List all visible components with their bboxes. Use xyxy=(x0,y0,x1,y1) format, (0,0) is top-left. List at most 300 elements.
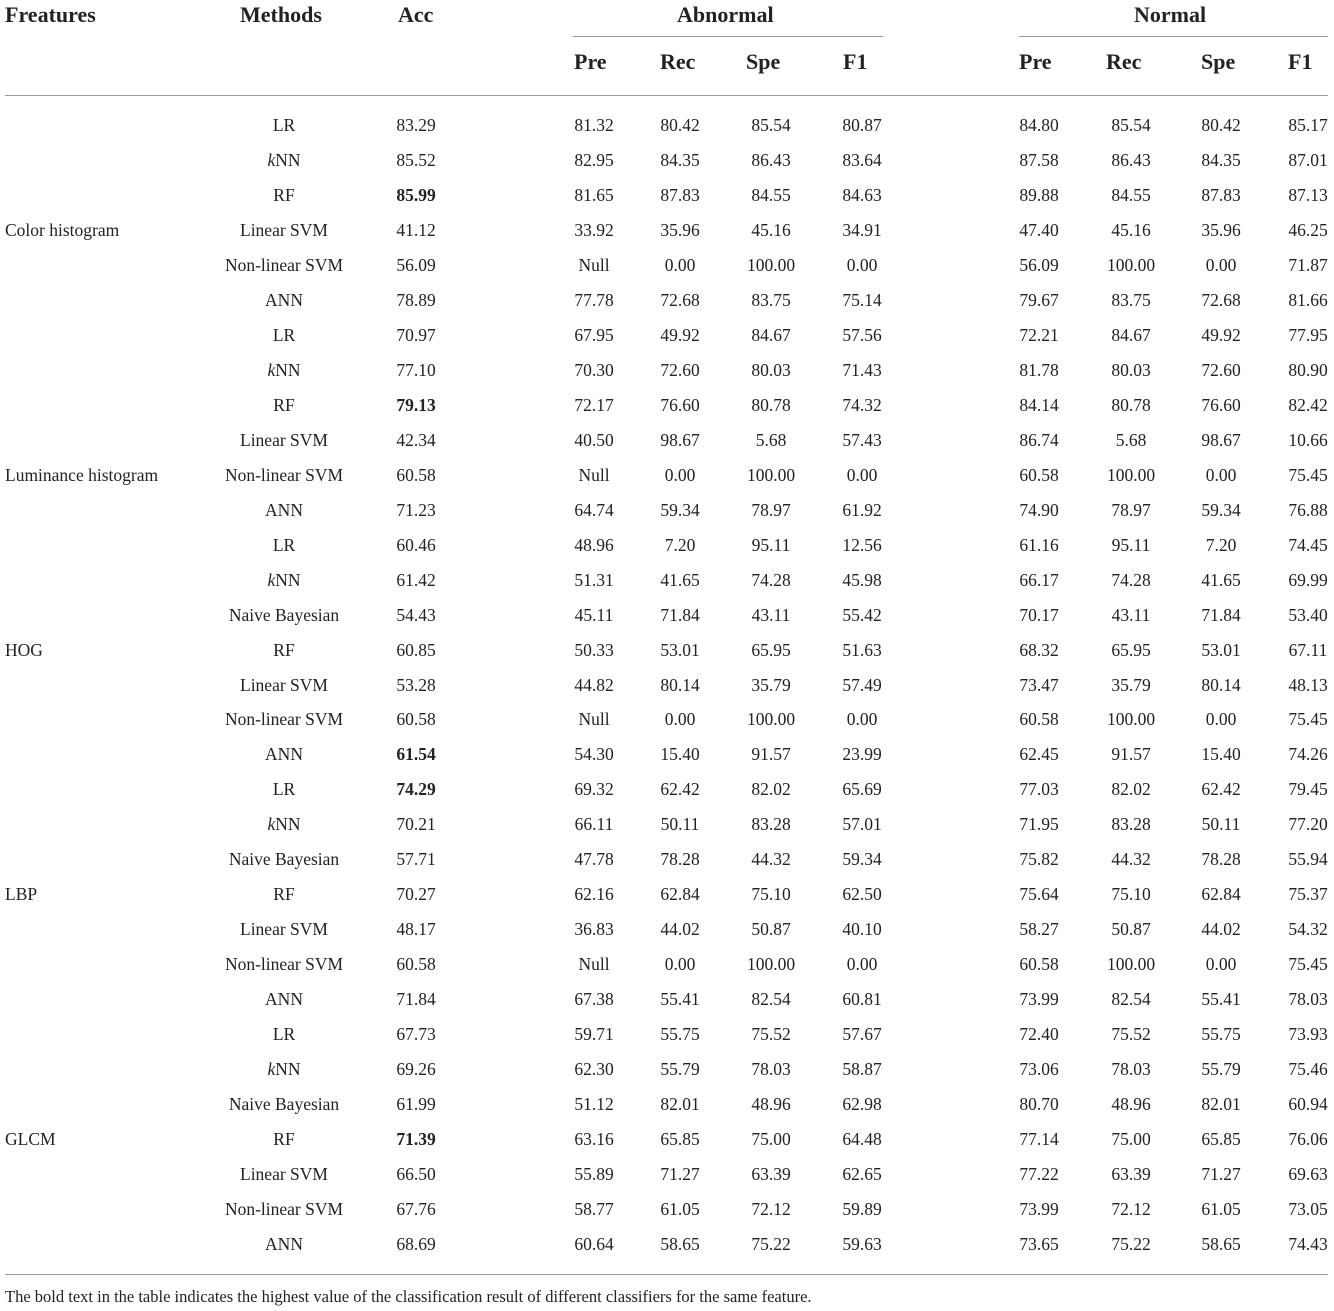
header-features: Freatures xyxy=(5,2,96,27)
acc-cell: 77.10 xyxy=(396,359,436,380)
abnormal-metric-cell: 72.60 xyxy=(660,359,700,380)
normal-metric-cell: 43.11 xyxy=(1111,604,1151,625)
abnormal-metric-cell: 15.40 xyxy=(660,744,700,765)
feature-group-label: Color histogram xyxy=(5,219,120,240)
acc-cell: 85.52 xyxy=(396,149,436,170)
abnormal-metric-cell: 75.00 xyxy=(751,1129,791,1150)
normal-metric-cell: 84.67 xyxy=(1111,324,1151,345)
acc-cell: 68.69 xyxy=(396,1234,436,1255)
abnormal-metric-cell: 51.31 xyxy=(574,569,614,590)
abnormal-metric-cell: 0.00 xyxy=(664,254,696,275)
abnormal-metric-cell: 0.00 xyxy=(664,954,696,975)
normal-metric-cell: 75.10 xyxy=(1111,884,1151,905)
normal-metric-cell: 62.84 xyxy=(1201,884,1241,905)
method-cell: Non-linear SVM xyxy=(224,254,344,275)
abnormal-metric-cell: 45.16 xyxy=(751,219,791,240)
normal-metric-cell: 77.22 xyxy=(1019,1164,1059,1185)
acc-cell: 83.29 xyxy=(396,115,436,135)
abnormal-metric-cell: 62.16 xyxy=(574,884,614,905)
method-cell: Linear SVM xyxy=(240,429,328,450)
abnormal-group-rule xyxy=(573,36,883,37)
header-rule xyxy=(5,95,1328,96)
normal-metric-cell: 55.41 xyxy=(1201,989,1241,1010)
header-ab-rec: Rec xyxy=(660,49,696,74)
normal-metric-cell: 58.65 xyxy=(1201,1234,1241,1255)
abnormal-metric-cell: 35.96 xyxy=(660,219,700,240)
header-abnormal: Abnormal xyxy=(677,2,774,27)
abnormal-metric-cell: 59.34 xyxy=(660,499,700,520)
method-cell: Linear SVM xyxy=(240,1164,328,1185)
abnormal-metric-cell: 100.00 xyxy=(746,709,796,730)
acc-cell: 60.85 xyxy=(396,639,436,660)
table-footnote: The bold text in the table indicates the highest value of the classification result of different classifiers for the same feature. xyxy=(5,1287,812,1306)
method-cell: ANN xyxy=(265,499,303,520)
abnormal-metric-cell: 0.00 xyxy=(846,709,878,730)
abnormal-metric-cell: 62.65 xyxy=(842,1164,882,1185)
acc-cell: 41.12 xyxy=(396,219,436,240)
header-methods: Methods xyxy=(240,2,322,27)
abnormal-metric-cell: 65.95 xyxy=(751,639,791,660)
method-cell: Naive Bayesian xyxy=(228,1094,340,1115)
abnormal-metric-cell: 43.11 xyxy=(751,604,791,625)
normal-metric-cell: 60.94 xyxy=(1288,1094,1328,1115)
method-cell: ANN xyxy=(265,744,303,765)
normal-metric-cell: 75.82 xyxy=(1019,849,1059,870)
normal-metric-cell: 74.26 xyxy=(1288,744,1328,765)
acc-cell: 74.29 xyxy=(396,779,436,800)
normal-metric-cell: 82.01 xyxy=(1201,1094,1241,1115)
normal-metric-cell: 61.05 xyxy=(1201,1199,1241,1220)
abnormal-metric-cell: 76.60 xyxy=(660,394,700,415)
abnormal-metric-cell: 70.30 xyxy=(574,359,614,380)
normal-metric-cell: 86.74 xyxy=(1019,429,1059,450)
abnormal-metric-cell: 81.32 xyxy=(574,115,614,135)
method-cell: Linear SVM xyxy=(240,919,328,940)
acc-cell: 70.21 xyxy=(396,814,436,835)
method-cell: ANN xyxy=(265,1234,303,1255)
abnormal-metric-cell: 84.67 xyxy=(751,324,791,345)
abnormal-metric-cell: 35.79 xyxy=(751,674,791,695)
abnormal-metric-cell: 57.43 xyxy=(842,429,882,450)
normal-metric-cell: 78.97 xyxy=(1111,499,1151,520)
method-cell: kNN xyxy=(267,149,301,170)
abnormal-metric-cell: 84.63 xyxy=(842,184,882,205)
abnormal-metric-cell: 50.11 xyxy=(660,814,700,835)
abnormal-metric-cell: 72.17 xyxy=(574,394,614,415)
normal-metric-cell: 82.02 xyxy=(1111,779,1151,800)
method-cell: Non-linear SVM xyxy=(224,464,344,485)
method-cell: ANN xyxy=(265,289,303,310)
method-cell: RF xyxy=(273,639,295,660)
abnormal-metric-cell: 82.95 xyxy=(574,149,614,170)
abnormal-metric-cell: 48.96 xyxy=(751,1094,791,1115)
abnormal-metric-cell: 81.65 xyxy=(574,184,614,205)
normal-metric-cell: 84.14 xyxy=(1019,394,1059,415)
normal-metric-cell: 75.45 xyxy=(1288,709,1328,730)
normal-metric-cell: 71.84 xyxy=(1201,604,1241,625)
acc-cell: 78.89 xyxy=(396,289,436,310)
normal-metric-cell: 62.45 xyxy=(1019,744,1059,765)
abnormal-metric-cell: 83.75 xyxy=(751,289,791,310)
abnormal-metric-cell: 41.65 xyxy=(660,569,700,590)
normal-metric-cell: 76.60 xyxy=(1201,394,1241,415)
normal-metric-cell: 44.32 xyxy=(1111,849,1151,870)
acc-cell: 71.39 xyxy=(396,1129,436,1150)
normal-metric-cell: 87.01 xyxy=(1288,149,1328,170)
abnormal-metric-cell: 5.68 xyxy=(755,429,787,450)
normal-metric-cell: 71.87 xyxy=(1288,254,1328,275)
abnormal-metric-cell: 62.30 xyxy=(574,1059,614,1080)
abnormal-metric-cell: Null xyxy=(578,709,610,730)
abnormal-metric-cell: 0.00 xyxy=(846,254,878,275)
normal-metric-cell: 86.43 xyxy=(1111,149,1151,170)
acc-cell: 67.76 xyxy=(396,1199,436,1220)
abnormal-metric-cell: 58.87 xyxy=(842,1059,882,1080)
normal-metric-cell: 0.00 xyxy=(1205,954,1237,975)
normal-metric-cell: 100.00 xyxy=(1106,464,1156,485)
normal-metric-cell: 50.87 xyxy=(1111,919,1151,940)
acc-cell: 60.46 xyxy=(396,534,436,555)
header-no-spe: Spe xyxy=(1201,49,1236,74)
abnormal-metric-cell: 100.00 xyxy=(746,464,796,485)
abnormal-metric-cell: 100.00 xyxy=(746,254,796,275)
abnormal-metric-cell: 72.68 xyxy=(660,289,700,310)
normal-metric-cell: 55.94 xyxy=(1288,849,1328,870)
normal-metric-cell: 65.85 xyxy=(1201,1129,1241,1150)
acc-cell: 56.09 xyxy=(396,254,436,275)
abnormal-metric-cell: 45.11 xyxy=(574,604,614,625)
normal-metric-cell: 84.35 xyxy=(1201,149,1241,170)
normal-metric-cell: 73.47 xyxy=(1019,674,1059,695)
abnormal-metric-cell: 48.96 xyxy=(574,534,614,555)
normal-metric-cell: 87.58 xyxy=(1019,149,1059,170)
normal-metric-cell: 87.83 xyxy=(1201,184,1241,205)
abnormal-metric-cell: Null xyxy=(578,464,610,485)
normal-metric-cell: 95.11 xyxy=(1111,534,1151,555)
abnormal-metric-cell: 91.57 xyxy=(751,744,791,765)
normal-metric-cell: 5.68 xyxy=(1115,429,1147,450)
normal-metric-cell: 48.13 xyxy=(1288,674,1328,695)
abnormal-metric-cell: 83.28 xyxy=(751,814,791,835)
normal-metric-cell: 80.78 xyxy=(1111,394,1151,415)
normal-metric-cell: 66.17 xyxy=(1019,569,1059,590)
normal-metric-cell: 75.45 xyxy=(1288,954,1328,975)
abnormal-metric-cell: 82.02 xyxy=(751,779,791,800)
abnormal-metric-cell: 55.42 xyxy=(842,604,882,625)
normal-metric-cell: 85.54 xyxy=(1111,115,1151,135)
normal-metric-cell: 74.45 xyxy=(1288,534,1328,555)
abnormal-metric-cell: 67.38 xyxy=(574,989,614,1010)
abnormal-metric-cell: 57.56 xyxy=(842,324,882,345)
normal-metric-cell: 63.39 xyxy=(1111,1164,1151,1185)
acc-cell: 71.84 xyxy=(396,989,436,1010)
normal-metric-cell: 73.99 xyxy=(1019,989,1059,1010)
abnormal-metric-cell: 57.67 xyxy=(842,1024,882,1045)
acc-cell: 67.73 xyxy=(396,1024,436,1045)
header-no-rec: Rec xyxy=(1106,49,1142,74)
abnormal-metric-cell: 80.42 xyxy=(660,115,700,135)
normal-metric-cell: 83.75 xyxy=(1111,289,1151,310)
abnormal-metric-cell: 63.39 xyxy=(751,1164,791,1185)
acc-cell: 48.17 xyxy=(396,919,436,940)
normal-metric-cell: 73.05 xyxy=(1288,1199,1328,1220)
header-no-f1: F1 xyxy=(1288,49,1313,74)
abnormal-metric-cell: 62.50 xyxy=(842,884,882,905)
feature-group-label: Luminance histogram xyxy=(5,464,159,485)
header-acc: Acc xyxy=(398,2,434,27)
normal-metric-cell: 56.09 xyxy=(1019,254,1059,275)
acc-cell: 70.27 xyxy=(396,884,436,905)
normal-metric-cell: 54.32 xyxy=(1288,919,1328,940)
abnormal-metric-cell: 36.83 xyxy=(574,919,614,940)
normal-metric-cell: 80.90 xyxy=(1288,359,1328,380)
method-cell: RF xyxy=(273,884,295,905)
header-ab-spe: Spe xyxy=(746,49,781,74)
normal-metric-cell: 0.00 xyxy=(1205,254,1237,275)
normal-metric-cell: 87.13 xyxy=(1288,184,1328,205)
normal-metric-cell: 75.00 xyxy=(1111,1129,1151,1150)
normal-metric-cell: 91.57 xyxy=(1111,744,1151,765)
normal-metric-cell: 71.27 xyxy=(1201,1164,1241,1185)
normal-metric-cell: 84.55 xyxy=(1111,184,1151,205)
abnormal-metric-cell: 51.63 xyxy=(842,639,882,660)
normal-metric-cell: 55.75 xyxy=(1201,1024,1241,1045)
normal-metric-cell: 73.93 xyxy=(1288,1024,1328,1045)
method-cell: Non-linear SVM xyxy=(224,1199,344,1220)
method-cell: RF xyxy=(273,1129,295,1150)
abnormal-metric-cell: 72.12 xyxy=(751,1199,791,1220)
normal-metric-cell: 67.11 xyxy=(1288,639,1328,660)
abnormal-metric-cell: 60.81 xyxy=(842,989,882,1010)
abnormal-metric-cell: 57.01 xyxy=(842,814,882,835)
abnormal-metric-cell: 0.00 xyxy=(846,464,878,485)
normal-metric-cell: 59.34 xyxy=(1201,499,1241,520)
abnormal-metric-cell: 55.89 xyxy=(574,1164,614,1185)
normal-metric-cell: 77.95 xyxy=(1288,324,1328,345)
normal-metric-cell: 15.40 xyxy=(1201,744,1241,765)
normal-metric-cell: 0.00 xyxy=(1205,464,1237,485)
abnormal-metric-cell: 78.28 xyxy=(660,849,700,870)
normal-metric-cell: 45.16 xyxy=(1111,219,1151,240)
abnormal-metric-cell: 23.99 xyxy=(842,744,882,765)
normal-metric-cell: 78.03 xyxy=(1111,1059,1151,1080)
method-cell: Linear SVM xyxy=(240,219,328,240)
normal-metric-cell: 77.20 xyxy=(1288,814,1328,835)
abnormal-metric-cell: 85.54 xyxy=(751,115,791,135)
abnormal-metric-cell: 84.35 xyxy=(660,149,700,170)
normal-metric-cell: 72.60 xyxy=(1201,359,1241,380)
abnormal-metric-cell: 40.50 xyxy=(574,429,614,450)
abnormal-metric-cell: 47.78 xyxy=(574,849,614,870)
abnormal-metric-cell: 59.63 xyxy=(842,1234,882,1255)
normal-metric-cell: 69.63 xyxy=(1288,1164,1328,1185)
normal-metric-cell: 50.11 xyxy=(1201,814,1241,835)
abnormal-metric-cell: 82.54 xyxy=(751,989,791,1010)
normal-metric-cell: 73.99 xyxy=(1019,1199,1059,1220)
abnormal-metric-cell: 59.34 xyxy=(842,849,882,870)
normal-metric-cell: 80.14 xyxy=(1201,674,1241,695)
acc-cell: 85.99 xyxy=(396,184,436,205)
abnormal-metric-cell: 71.84 xyxy=(660,604,700,625)
normal-metric-cell: 77.03 xyxy=(1019,779,1059,800)
abnormal-metric-cell: 65.69 xyxy=(842,779,882,800)
method-cell: kNN xyxy=(267,814,301,835)
normal-metric-cell: 47.40 xyxy=(1019,219,1059,240)
method-cell: LR xyxy=(272,779,296,800)
abnormal-metric-cell: 71.43 xyxy=(842,359,882,380)
table-bottom-rule xyxy=(5,1274,1328,1275)
acc-cell: 61.42 xyxy=(396,569,436,590)
normal-metric-cell: 79.45 xyxy=(1288,779,1328,800)
acc-cell: 42.34 xyxy=(396,429,436,450)
normal-group-rule xyxy=(1019,36,1328,37)
abnormal-metric-cell: 0.00 xyxy=(664,464,696,485)
abnormal-metric-cell: 53.01 xyxy=(660,639,700,660)
normal-metric-cell: 72.21 xyxy=(1019,324,1059,345)
acc-cell: 71.23 xyxy=(396,499,436,520)
normal-metric-cell: 62.42 xyxy=(1201,779,1241,800)
abnormal-metric-cell: 51.12 xyxy=(574,1094,614,1115)
normal-metric-cell: 73.65 xyxy=(1019,1234,1059,1255)
acc-cell: 61.99 xyxy=(396,1094,436,1115)
abnormal-metric-cell: 61.05 xyxy=(660,1199,700,1220)
normal-metric-cell: 41.65 xyxy=(1201,569,1241,590)
normal-metric-cell: 98.67 xyxy=(1201,429,1241,450)
normal-metric-cell: 76.88 xyxy=(1288,499,1328,520)
abnormal-metric-cell: Null xyxy=(578,954,610,975)
abnormal-metric-cell: 80.78 xyxy=(751,394,791,415)
normal-metric-cell: 74.43 xyxy=(1288,1234,1328,1255)
method-cell: Non-linear SVM xyxy=(224,709,344,730)
acc-cell: 69.26 xyxy=(396,1059,436,1080)
method-cell: Naive Bayesian xyxy=(228,849,340,870)
abnormal-metric-cell: 66.11 xyxy=(574,814,614,835)
abnormal-metric-cell: 54.30 xyxy=(574,744,614,765)
normal-metric-cell: 80.42 xyxy=(1201,115,1241,135)
abnormal-metric-cell: 83.64 xyxy=(842,149,882,170)
abnormal-metric-cell: 86.43 xyxy=(751,149,791,170)
normal-metric-cell: 53.01 xyxy=(1201,639,1241,660)
acc-cell: 70.97 xyxy=(396,324,436,345)
normal-metric-cell: 75.45 xyxy=(1288,464,1328,485)
normal-metric-cell: 81.66 xyxy=(1288,289,1328,310)
normal-metric-cell: 100.00 xyxy=(1106,254,1156,275)
normal-metric-cell: 78.28 xyxy=(1201,849,1241,870)
normal-metric-cell: 73.06 xyxy=(1019,1059,1059,1080)
abnormal-metric-cell: 33.92 xyxy=(574,219,614,240)
abnormal-metric-cell: 78.97 xyxy=(751,499,791,520)
normal-metric-cell: 70.17 xyxy=(1019,604,1059,625)
abnormal-metric-cell: 58.65 xyxy=(660,1234,700,1255)
normal-metric-cell: 71.95 xyxy=(1019,814,1059,835)
abnormal-metric-cell: 57.49 xyxy=(842,674,882,695)
feature-group-label: GLCM xyxy=(5,1129,56,1150)
abnormal-metric-cell: 95.11 xyxy=(751,534,791,555)
abnormal-metric-cell: 100.00 xyxy=(746,954,796,975)
abnormal-metric-cell: 82.01 xyxy=(660,1094,700,1115)
normal-metric-cell: 72.68 xyxy=(1201,289,1241,310)
abnormal-metric-cell: 50.33 xyxy=(574,639,614,660)
acc-cell: 60.58 xyxy=(396,709,436,730)
method-cell: LR xyxy=(272,115,296,135)
method-cell: kNN xyxy=(267,569,301,590)
abnormal-metric-cell: 55.75 xyxy=(660,1024,700,1045)
normal-metric-cell: 77.14 xyxy=(1019,1129,1059,1150)
normal-metric-cell: 75.52 xyxy=(1111,1024,1151,1045)
acc-cell: 66.50 xyxy=(396,1164,436,1185)
abnormal-metric-cell: 74.32 xyxy=(842,394,882,415)
abnormal-metric-cell: 84.55 xyxy=(751,184,791,205)
abnormal-metric-cell: 45.98 xyxy=(842,569,882,590)
feature-group-label: HOG xyxy=(5,639,43,660)
abnormal-metric-cell: 80.14 xyxy=(660,674,700,695)
method-cell: ANN xyxy=(265,989,303,1010)
normal-metric-cell: 82.42 xyxy=(1288,394,1328,415)
abnormal-metric-cell: 71.27 xyxy=(660,1164,700,1185)
normal-metric-cell: 72.12 xyxy=(1111,1199,1151,1220)
normal-metric-cell: 83.28 xyxy=(1111,814,1151,835)
acc-cell: 79.13 xyxy=(396,394,436,415)
acc-cell: 60.58 xyxy=(396,954,436,975)
method-cell: Linear SVM xyxy=(240,674,328,695)
abnormal-metric-cell: 55.79 xyxy=(660,1059,700,1080)
abnormal-metric-cell: 65.85 xyxy=(660,1129,700,1150)
abnormal-metric-cell: 59.71 xyxy=(574,1024,614,1045)
normal-metric-cell: 7.20 xyxy=(1205,534,1237,555)
abnormal-metric-cell: 44.02 xyxy=(660,919,700,940)
normal-metric-cell: 85.17 xyxy=(1288,115,1328,135)
normal-metric-cell: 84.80 xyxy=(1019,115,1059,135)
abnormal-metric-cell: 62.42 xyxy=(660,779,700,800)
normal-metric-cell: 76.06 xyxy=(1288,1129,1328,1150)
normal-metric-cell: 48.96 xyxy=(1111,1094,1151,1115)
method-cell: RF xyxy=(273,184,295,205)
abnormal-metric-cell: Null xyxy=(578,254,610,275)
normal-metric-cell: 35.79 xyxy=(1111,674,1151,695)
abnormal-metric-cell: 75.52 xyxy=(751,1024,791,1045)
normal-metric-cell: 75.46 xyxy=(1288,1059,1328,1080)
normal-metric-cell: 0.00 xyxy=(1205,709,1237,730)
normal-metric-cell: 80.70 xyxy=(1019,1094,1059,1115)
abnormal-metric-cell: 7.20 xyxy=(664,534,696,555)
abnormal-metric-cell: 34.91 xyxy=(842,219,882,240)
abnormal-metric-cell: 75.14 xyxy=(842,289,882,310)
abnormal-metric-cell: 75.22 xyxy=(751,1234,791,1255)
acc-cell: 53.28 xyxy=(396,674,436,695)
abnormal-metric-cell: 60.64 xyxy=(574,1234,614,1255)
normal-metric-cell: 60.58 xyxy=(1019,709,1059,730)
header-no-pre: Pre xyxy=(1019,49,1052,74)
acc-cell: 60.58 xyxy=(396,464,436,485)
method-cell: Naive Bayesian xyxy=(228,604,340,625)
abnormal-metric-cell: 77.78 xyxy=(574,289,614,310)
method-cell: LR xyxy=(272,324,296,345)
abnormal-metric-cell: 74.28 xyxy=(751,569,791,590)
feature-group-label: LBP xyxy=(5,884,38,905)
normal-metric-cell: 60.58 xyxy=(1019,464,1059,485)
normal-metric-cell: 65.95 xyxy=(1111,639,1151,660)
abnormal-metric-cell: 59.89 xyxy=(842,1199,882,1220)
normal-metric-cell: 46.25 xyxy=(1288,219,1328,240)
abnormal-metric-cell: 58.77 xyxy=(574,1199,614,1220)
abnormal-metric-cell: 49.92 xyxy=(660,324,700,345)
normal-metric-cell: 69.99 xyxy=(1288,569,1328,590)
abnormal-metric-cell: 80.87 xyxy=(842,115,882,135)
normal-metric-cell: 10.66 xyxy=(1288,429,1328,450)
normal-metric-cell: 75.64 xyxy=(1019,884,1059,905)
abnormal-metric-cell: 40.10 xyxy=(842,919,882,940)
normal-metric-cell: 68.32 xyxy=(1019,639,1059,660)
